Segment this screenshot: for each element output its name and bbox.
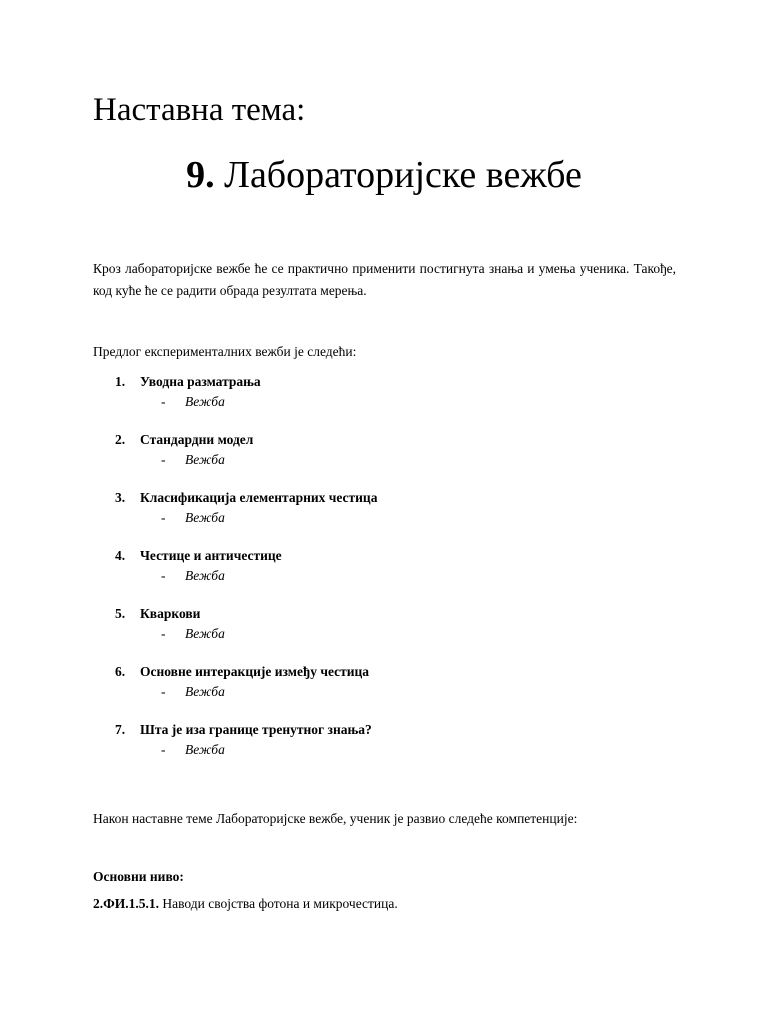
bullet-dash: - [161,394,166,409]
exercise-subitem: Вежба [185,510,225,525]
exercise-item [0,545,600,585]
chapter-number: 9. [186,154,215,196]
exercise-number: 3. [115,490,126,505]
bullet-dash: - [161,452,166,467]
exercise-title: Честице и античестице [140,548,282,563]
exercise-number: 5. [115,606,126,621]
exercise-number: 2. [115,432,126,447]
bullet-dash: - [161,568,166,583]
level-heading: Основни ниво: [93,869,184,884]
exercise-title: Основне интеракције између честица [140,664,370,679]
exercise-number: 6. [115,664,126,679]
intro-paragraph: Кроз лабораторијске вежбе ће се практично применити постигнута знања и умења ученика. Такође, код куће ће се радити обрада резултата мерења. [93,261,676,298]
competence-item [93,893,398,915]
exercise-subitem: Вежба [185,742,225,757]
exercise-number: 1. [115,374,126,389]
competence-code: 2.ФИ.1.5.1. [93,896,159,911]
exercise-subitem: Вежба [185,684,225,699]
exercise-item [0,487,600,527]
exercise-title: Уводна разматрања [140,374,261,389]
exercise-title: Кваркови [140,606,201,621]
exercise-title: Шта је иза границе тренутног знања? [140,722,372,737]
competence-intro: Након наставне теме Лабораторијске вежбе, ученик је развио следеће компетенције: [93,811,578,826]
exercise-subitem: Вежба [185,626,225,641]
exercise-subitem: Вежба [185,452,225,467]
chapter-title-text: Лабораторијске вежбе [224,154,582,196]
bullet-dash: - [161,510,166,525]
chapter-title [0,150,768,200]
exercise-item [0,371,600,411]
exercise-item [0,429,600,469]
exercise-subitem: Вежба [185,394,225,409]
competence-text: Наводи својства фотона и микрочестица. [158,896,398,911]
exercise-title: Класификација елементарних честица [140,490,378,505]
exercise-item [0,719,600,759]
bullet-dash: - [161,742,166,757]
exercise-item [0,603,600,643]
exercise-list-lead: Предлог експерименталних вежби је следећи: [93,344,357,359]
exercise-number: 4. [115,548,126,563]
exercise-title: Стандардни модел [140,432,254,447]
exercise-item [0,661,600,701]
bullet-dash: - [161,684,166,699]
exercise-number: 7. [115,722,126,737]
exercise-subitem: Вежба [185,568,225,583]
topic-label: Наставна тема: [93,92,306,128]
bullet-dash: - [161,626,166,641]
